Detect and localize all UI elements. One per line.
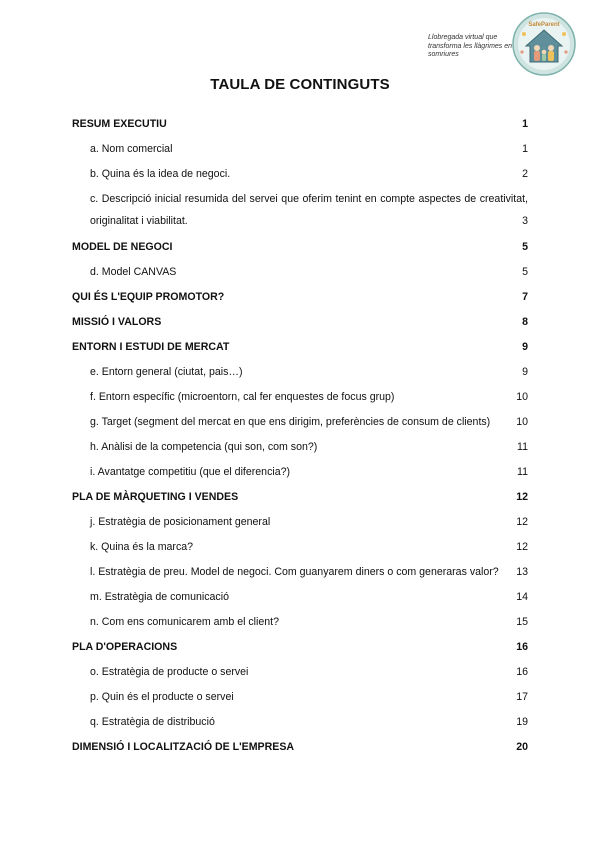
toc-entry[interactable] [72, 686, 528, 711]
house-family-logo-icon [512, 12, 576, 76]
toc-entry[interactable] [72, 486, 528, 511]
toc-entry-page: 20 [516, 741, 528, 753]
table-of-contents [72, 113, 528, 761]
toc-entry-page: 16 [516, 666, 528, 678]
toc-entry[interactable] [72, 511, 528, 536]
toc-entry[interactable] [72, 736, 528, 761]
toc-entry-text: l. Estratègia de preu. Model de negoci. Com guanyarem diners o com generaras valor? [90, 566, 499, 578]
toc-entry-page: 11 [517, 466, 528, 478]
toc-entry-page: 17 [516, 691, 528, 703]
toc-entry[interactable] [72, 536, 528, 561]
toc-entry[interactable] [72, 711, 528, 736]
toc-entry-page: 9 [522, 341, 528, 353]
toc-entry-text: q. Estratègia de distribució [90, 716, 215, 728]
toc-entry-page: 10 [516, 416, 528, 428]
header-tagline: Llobregada virtual que transforma les llàgrimes en somriures [428, 34, 513, 58]
toc-entry-text: o. Estratègia de producte o servei [90, 666, 249, 678]
toc-entry[interactable] [72, 411, 528, 436]
toc-entry[interactable] [72, 113, 528, 138]
toc-entry-page: 9 [522, 366, 528, 378]
toc-entry-page: 3 [522, 215, 528, 227]
toc-entry[interactable] [72, 286, 528, 311]
toc-entry-text: c. Descripció inicial resumida del servei que oferim tenint en compte aspectes de creativitat, originalitat i viabilitat. [90, 193, 528, 227]
toc-entry-page: 1 [522, 118, 528, 130]
toc-entry[interactable] [72, 163, 528, 188]
toc-entry-text: e. Entorn general (ciutat, pais…) [90, 366, 243, 378]
toc-entry[interactable] [72, 661, 528, 686]
toc-entry-page: 1 [522, 143, 528, 155]
toc-entry-text: b. Quina és la idea de negoci. [90, 168, 231, 180]
toc-entry[interactable] [72, 386, 528, 411]
toc-entry-page: 14 [516, 591, 528, 603]
toc-entry-text: j. Estratègia de posicionament general [90, 516, 271, 528]
toc-entry-page: 16 [516, 641, 528, 653]
toc-entry-text: m. Estratègia de comunicació [90, 591, 229, 603]
toc-entry[interactable] [72, 461, 528, 486]
toc-entry-text: PLA D'OPERACIONS [72, 641, 178, 653]
toc-entry[interactable] [72, 586, 528, 611]
toc-entry[interactable] [72, 236, 528, 261]
toc-entry[interactable] [72, 561, 528, 586]
toc-entry[interactable] [72, 261, 528, 286]
toc-entry-page: 5 [522, 266, 528, 278]
toc-entry-page: 2 [522, 168, 528, 180]
toc-entry-text: MODEL DE NEGOCI [72, 241, 173, 253]
toc-entry[interactable] [72, 636, 528, 661]
toc-entry-text: DIMENSIÓ I LOCALITZACIÓ DE L'EMPRESA [72, 741, 295, 753]
toc-entry-text: QUI ÉS L'EQUIP PROMOTOR? [72, 291, 225, 303]
toc-entry-text: p. Quin és el producte o servei [90, 691, 234, 703]
toc-entry-text: k. Quina és la marca? [90, 541, 194, 553]
toc-entry-text: RESUM EXECUTIU [72, 118, 167, 130]
toc-entry[interactable] [72, 436, 528, 461]
toc-entry-text: n. Com ens comunicarem amb el client? [90, 616, 280, 628]
toc-entry-page: 12 [516, 491, 528, 503]
toc-entry-page: 19 [516, 716, 528, 728]
toc-entry-page: 10 [516, 391, 528, 403]
toc-entry-page: 12 [516, 541, 528, 553]
toc-entry-text: d. Model CANVAS [90, 266, 177, 278]
toc-entry-page: 11 [517, 441, 528, 453]
toc-entry-text: g. Target (segment del mercat en que ens dirigim, preferències de consum de clients) [90, 416, 491, 428]
logo-text: SafeParent [528, 22, 560, 28]
toc-entry-text: f. Entorn específic (microentorn, cal fer enquestes de focus grup) [90, 391, 395, 403]
toc-entry-text: h. Anàlisi de la competencia (qui son, com son?) [90, 441, 318, 453]
toc-entry-text: ENTORN I ESTUDI DE MERCAT [72, 341, 230, 353]
toc-entry[interactable] [72, 361, 528, 386]
toc-entry-page: 15 [516, 616, 528, 628]
toc-entry[interactable] [72, 611, 528, 636]
toc-entry[interactable] [72, 188, 528, 236]
toc-entry-page: 8 [522, 316, 528, 328]
toc-entry-page: 12 [516, 516, 528, 528]
toc-entry-text: PLA DE MÀRQUETING I VENDES [72, 491, 239, 503]
toc-entry-text: i. Avantatge competitiu (que el diferencia?) [90, 466, 291, 478]
toc-entry-page: 13 [516, 566, 528, 578]
page-title: TAULA DE CONTINGUTS [210, 76, 390, 93]
toc-entry-text: MISSIÓ I VALORS [72, 316, 162, 328]
toc-entry[interactable] [72, 138, 528, 163]
toc-entry-text: a. Nom comercial [90, 143, 173, 155]
toc-entry-page: 7 [522, 291, 528, 303]
toc-entry[interactable] [72, 311, 528, 336]
toc-entry[interactable] [72, 336, 528, 361]
toc-entry-page: 5 [522, 241, 528, 253]
